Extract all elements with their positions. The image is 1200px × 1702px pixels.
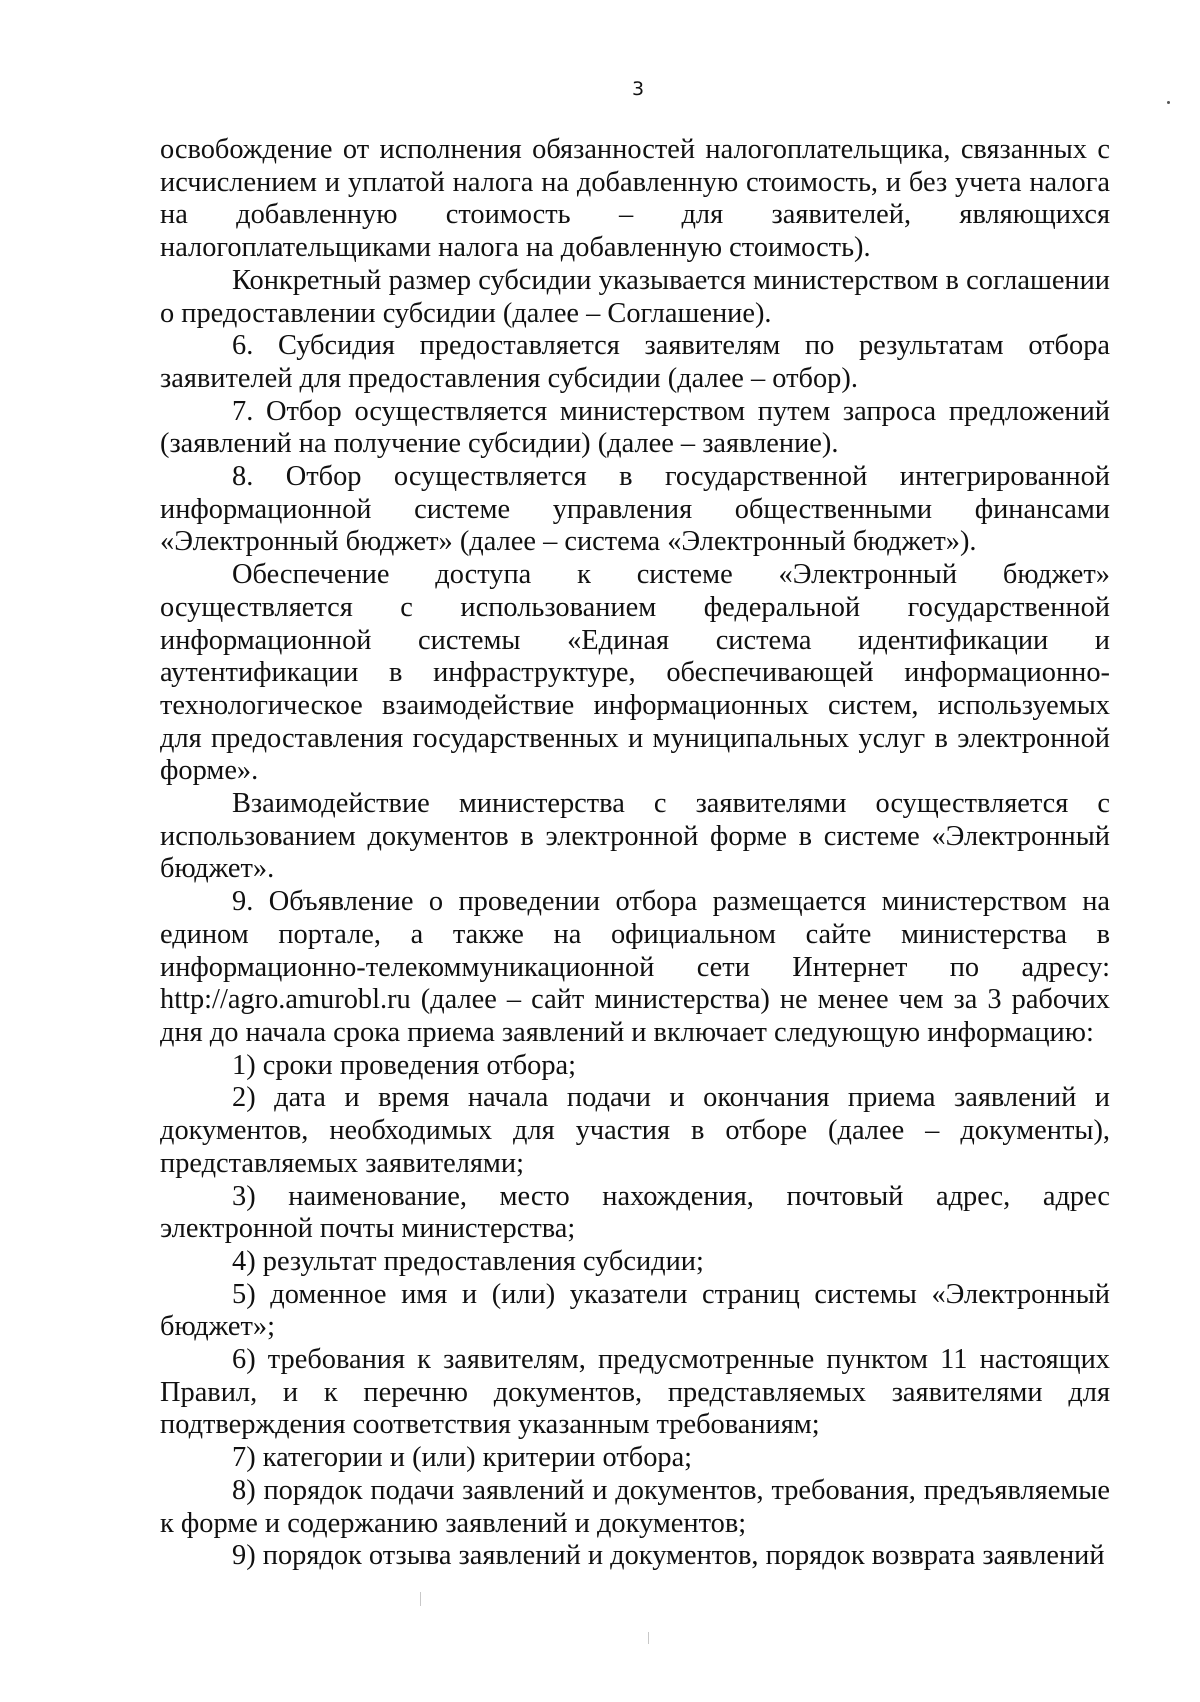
paragraph-subsidy-amount: Конкретный размер субсидии указывается министерством в соглашении о предоставлении субсидии (далее – Соглашение). xyxy=(160,264,1110,329)
paragraph-continuation: освобождение от исполнения обязанностей налогоплательщика, связанных с исчислением и уплатой налога на добавленную стоимость, и без учета налога на добавленную стоимость – для заявителей, являющихся налогоплательщиками налога на добавленную стоимость). xyxy=(160,134,1110,264)
paragraph-item-9: 9. Объявление о проведении отбора размещается министерством на едином портале, а также на официальном сайте министерства в информационно-телекоммуникационной сети Интернет по адресу: http://agro.amurobl.ru (далее – сайт министерства) не менее чем за 3 рабочих дня до начала срока приема заявлений и включает следующую информацию: xyxy=(160,886,1110,1048)
paragraph-item-6: 6. Субсидия предоставляется заявителям по результатам отбора заявителей для предоставления субсидии (далее – отбор). xyxy=(160,330,1110,394)
paragraph-interaction: Взаимодействие министерства с заявителями осуществляется с использованием документов в электронной форме в системе «Электронный бюджет». xyxy=(160,788,1110,885)
list-item-5: 5) доменное имя и (или) указатели страниц системы «Электронный бюджет»; xyxy=(160,1278,1110,1343)
paragraph-item-8: 8. Отбор осуществляется в государственной интегрированной информационной системе управления общественными финансами «Электронный бюджет» (далее – система «Электронный бюджет»). xyxy=(160,461,1110,558)
list-item-2: 2) дата и время начала подачи и окончания приема заявлений и документов, необходимых для участия в отборе (далее – документы), представляемых заявителями; xyxy=(160,1082,1110,1179)
scan-artifact xyxy=(648,1632,649,1644)
paragraph-item-7: 7. Отбор осуществляется министерством путем запроса предложений (заявлений на получение субсидии) (далее – заявление). xyxy=(160,395,1110,460)
list-item-8: 8) порядок подачи заявлений и документов, требования, предъявляемые к форме и содержанию заявлений и документов; xyxy=(160,1474,1110,1539)
list-item-7: 7) категории и (или) критерии отбора; xyxy=(232,1442,693,1474)
list-item-1: 1) сроки проведения отбора; xyxy=(232,1049,577,1081)
paragraph-access: Обеспечение доступа к системе «Электронный бюджет» осуществляется с использованием федеральной государственной информационной системы «Единая система идентификации и аутентификации в инфраструктуре, обеспечивающей информационно-технологическое взаимодействие информационных систем, используемых для предоставления государственных и муниципальных услуг в электронной форме». xyxy=(160,559,1110,787)
list-item-3: 3) наименование, место нахождения, почтовый адрес, адрес электронной почты министерства; xyxy=(160,1180,1110,1245)
list-item-6: 6) требования к заявителям, предусмотренные пунктом 11 настоящих Правил, и к перечню документов, представляемых заявителями для подтверждения соответствия указанным требованиям; xyxy=(160,1344,1110,1441)
list-item-4: 4) результат предоставления субсидии; xyxy=(232,1245,704,1277)
document-body xyxy=(160,134,1110,1573)
scan-artifact xyxy=(420,1592,421,1606)
scan-speck xyxy=(1167,101,1170,104)
page-number: 3 xyxy=(631,78,645,100)
list-item-9: 9) порядок отзыва заявлений и документов, порядок возврата заявлений xyxy=(232,1540,1105,1572)
